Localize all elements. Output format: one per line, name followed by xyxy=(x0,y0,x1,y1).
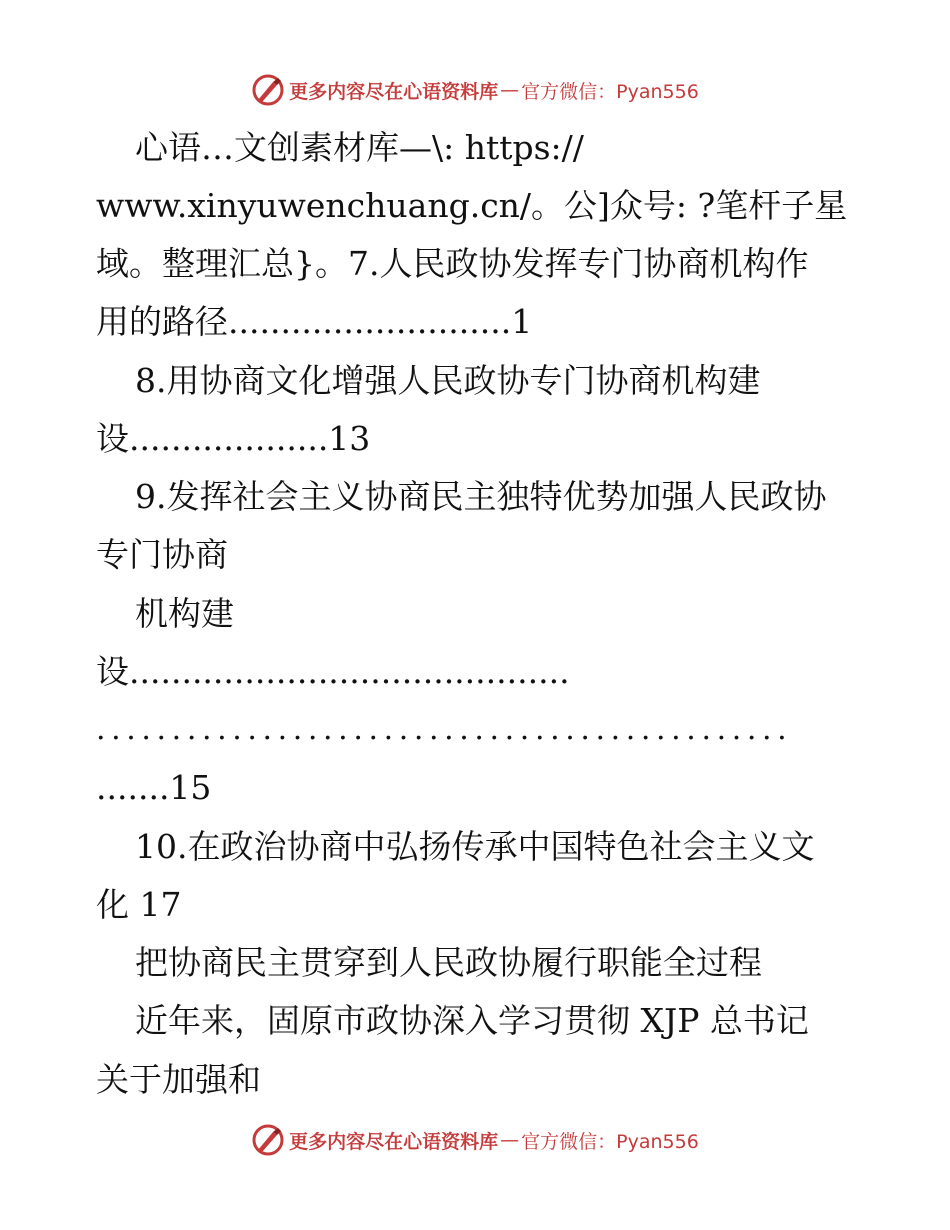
toc-entry-9-dots-1: 设.......................................... xyxy=(96,652,570,691)
text-line-5: 8.用协商文化增强人民政协专门协商机构建 xyxy=(135,361,761,400)
paragraph-line-2: 关于加强和 xyxy=(96,1060,261,1099)
toc-entry-9-page: .......15 xyxy=(96,768,212,807)
pen-logo-icon xyxy=(251,1123,285,1157)
text-line-7: 9.发挥社会主义协商民主独特优势加强人民政协 xyxy=(135,477,827,516)
pen-logo-icon xyxy=(251,73,285,107)
text-line-1: 心语…文创素材库—\: https:// xyxy=(135,128,584,167)
header-banner xyxy=(0,70,950,110)
footer-banner-contact: 官方微信：Pyan556 xyxy=(521,1130,699,1153)
text-line-8: 专门协商 xyxy=(96,535,228,574)
text-line-13: 10.在政治协商中弘扬传承中国特色社会主义文 xyxy=(135,827,815,866)
section-heading: 把协商民主贯穿到人民政协履行职能全过程 xyxy=(135,943,762,982)
footer-banner xyxy=(0,1120,950,1160)
header-banner-separator: — xyxy=(500,79,520,101)
toc-entry-9-dots-2: .............................................. xyxy=(96,712,793,747)
toc-entry-7: 用的路径...........................1 xyxy=(96,302,533,341)
paragraph-line-1: 近年来，固原市政协深入学习贯彻 XJP 总书记 xyxy=(135,1001,809,1040)
text-line-9: 机构建 xyxy=(135,594,234,633)
header-banner-contact: 官方微信：Pyan556 xyxy=(521,80,699,103)
toc-entry-8: 设...................13 xyxy=(96,419,371,458)
footer-banner-separator: — xyxy=(500,1129,520,1151)
toc-entry-10: 化 17 xyxy=(96,885,182,924)
text-line-3: 域。整理汇总}。7.人民政协发挥专门协商机构作 xyxy=(96,244,809,283)
footer-banner-text: 更多内容尽在心语资料库 xyxy=(289,1130,499,1153)
header-banner-text: 更多内容尽在心语资料库 xyxy=(289,80,499,103)
text-line-2: www.xinyuwenchuang.cn/。公]众号: ?笔杆子星 xyxy=(96,186,848,225)
